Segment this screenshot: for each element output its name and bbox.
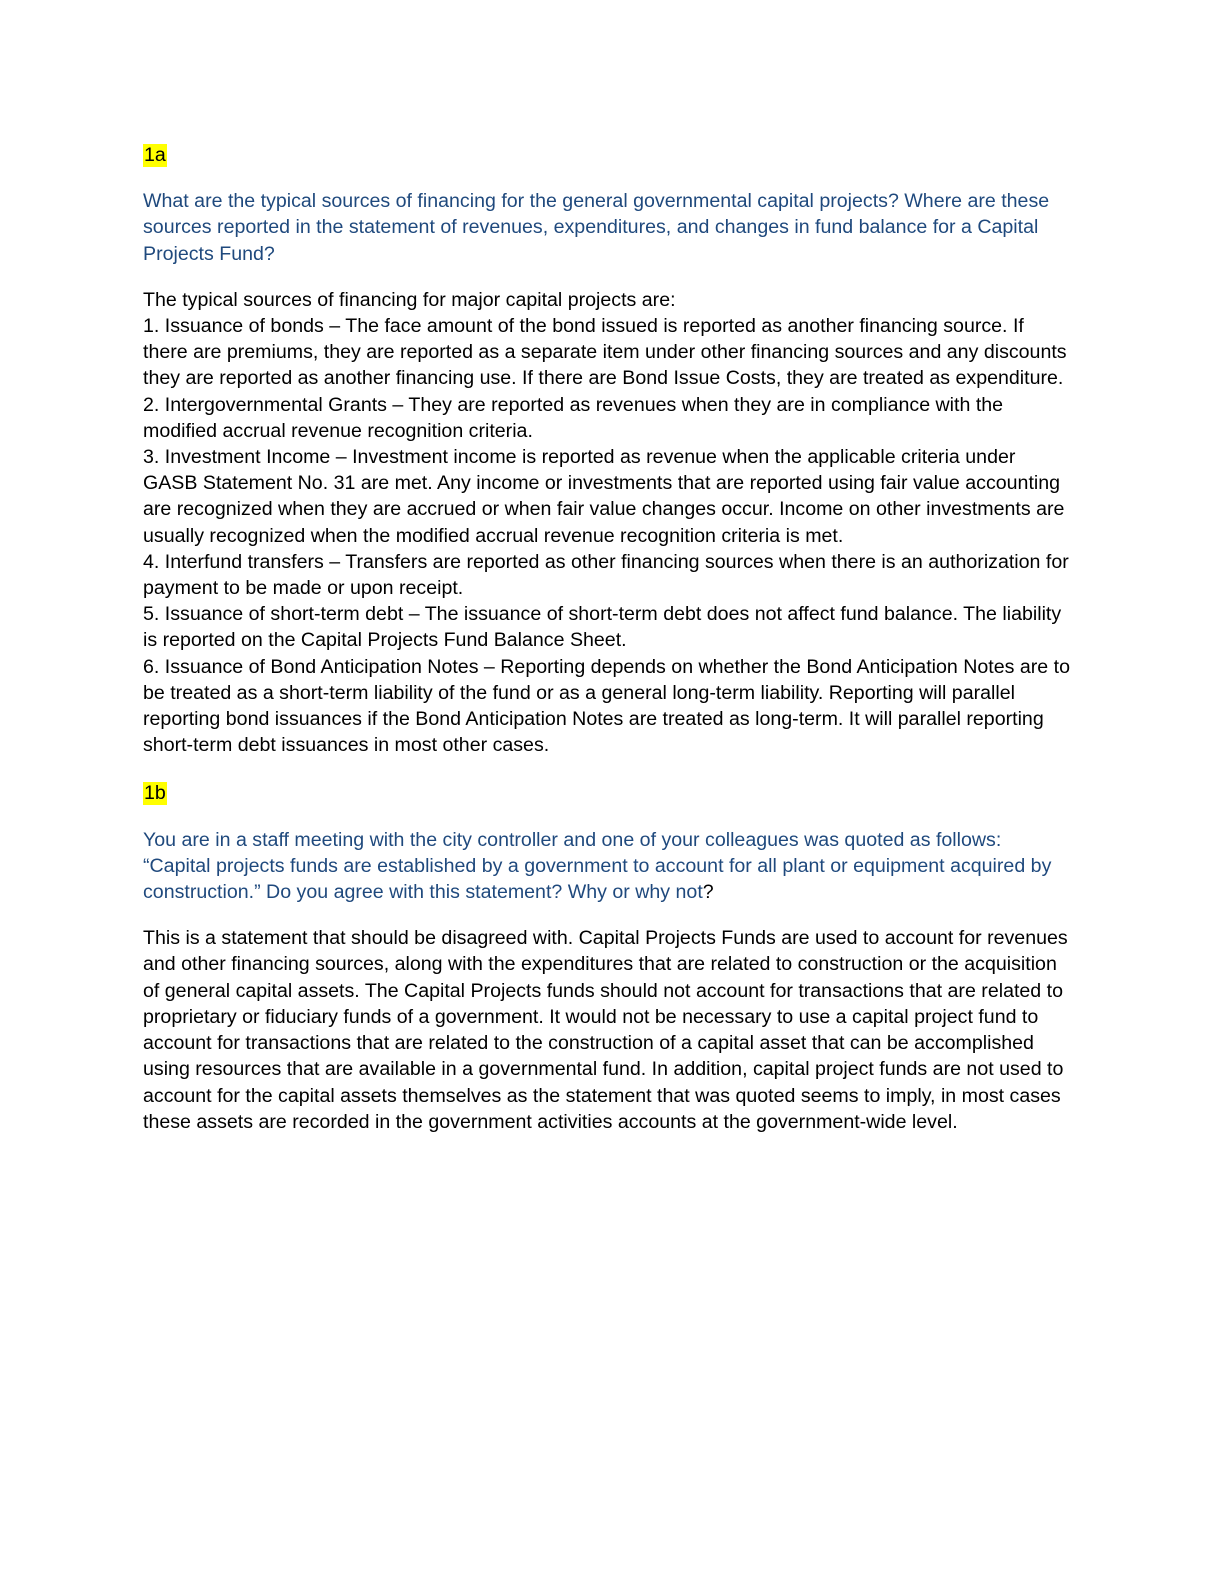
answer-1a-intro: The typical sources of financing for major capital projects are: — [143, 288, 676, 311]
answer-1a-item-3: 3. Investment Income – Investment income is reported as revenue when the applicable criteria under GASB Statement No. 31 are met. Any income or investments that are reported using fair value accounting are recognized when they are accrued or when fair value changes occur. Income on other investments are usually recognized when the modified accrual revenue recognition criteria is met. — [143, 446, 1065, 547]
answer-1a-item-4: 4. Interfund transfers – Transfers are reported as other financing sources when there is an authorization for payment to be made or upon receipt. — [143, 550, 1069, 600]
answer-1a-item-5: 5. Issuance of short-term debt – The issuance of short-term debt does not affect fund balance. The liability is reported on the Capital Projects Fund Balance Sheet. — [143, 603, 1062, 652]
section-label: 1a — [144, 144, 166, 166]
section-1b-label-row — [143, 780, 1073, 806]
answer-1a-item-1: 1. Issuance of bonds – The face amount of the bond issued is reported as another financing source. If there are premiums, they are reported as a separate item under other financing sources and any discounts they are reported as another financing use. If there are Bond Issue Costs, they are treated as expenditure. — [143, 315, 1067, 390]
answer-1b: This is a statement that should be disagreed with. Capital Projects Funds are used to account for revenues and other financing sources, along with the expenditures that are related to construction or the acquisition of general capital assets. The Capital Projects funds should not account for transactions that are related to proprietary or fiduciary funds of a government. It would not be necessary to use a capital project fund to account for transactions that are related to the construction of a capital asset that can be accomplished using resources that are available in a governmental fund. In addition, capital project funds are not used to account for the capital assets themselves as the statement that was quoted seems to imply, in most cases these assets are recorded in the government activities accounts at the government-wide level. — [143, 927, 1068, 1133]
document-page — [143, 142, 1073, 1135]
question-1b-text: You are in a staff meeting with the city controller and one of your colleagues was quoted as follows: “Capital projects funds are established by a government to account for all plant or equipment acquired by construction.” Do you agree with this statement? Why or why not — [143, 828, 1052, 904]
question-1a: What are the typical sources of financing for the general governmental capital projects? Where are these sources reported in the statement of revenues, expenditures, and changes in fund balance for a Capital Projects Fund? — [143, 190, 1050, 265]
section-label: 1b — [144, 782, 166, 805]
answer-1a-item-2: 2. Intergovernmental Grants – They are reported as revenues when they are in compliance with the modified accrual revenue recognition criteria. — [143, 393, 1004, 442]
question-1b — [143, 827, 1073, 906]
answer-1a-item-6: 6. Issuance of Bond Anticipation Notes – Reporting depends on whether the Bond Anticipation Notes are to be treated as a short-term liability of the fund or as a general long-term liability. Reporting will parallel reporting bond issuances if the Bond Anticipation Notes are treated as long-term. It will parallel reporting short-term debt issuances in most other cases. — [143, 655, 1070, 757]
section-1a-label-row — [143, 142, 1073, 168]
question-1b-mark: ? — [702, 881, 714, 904]
